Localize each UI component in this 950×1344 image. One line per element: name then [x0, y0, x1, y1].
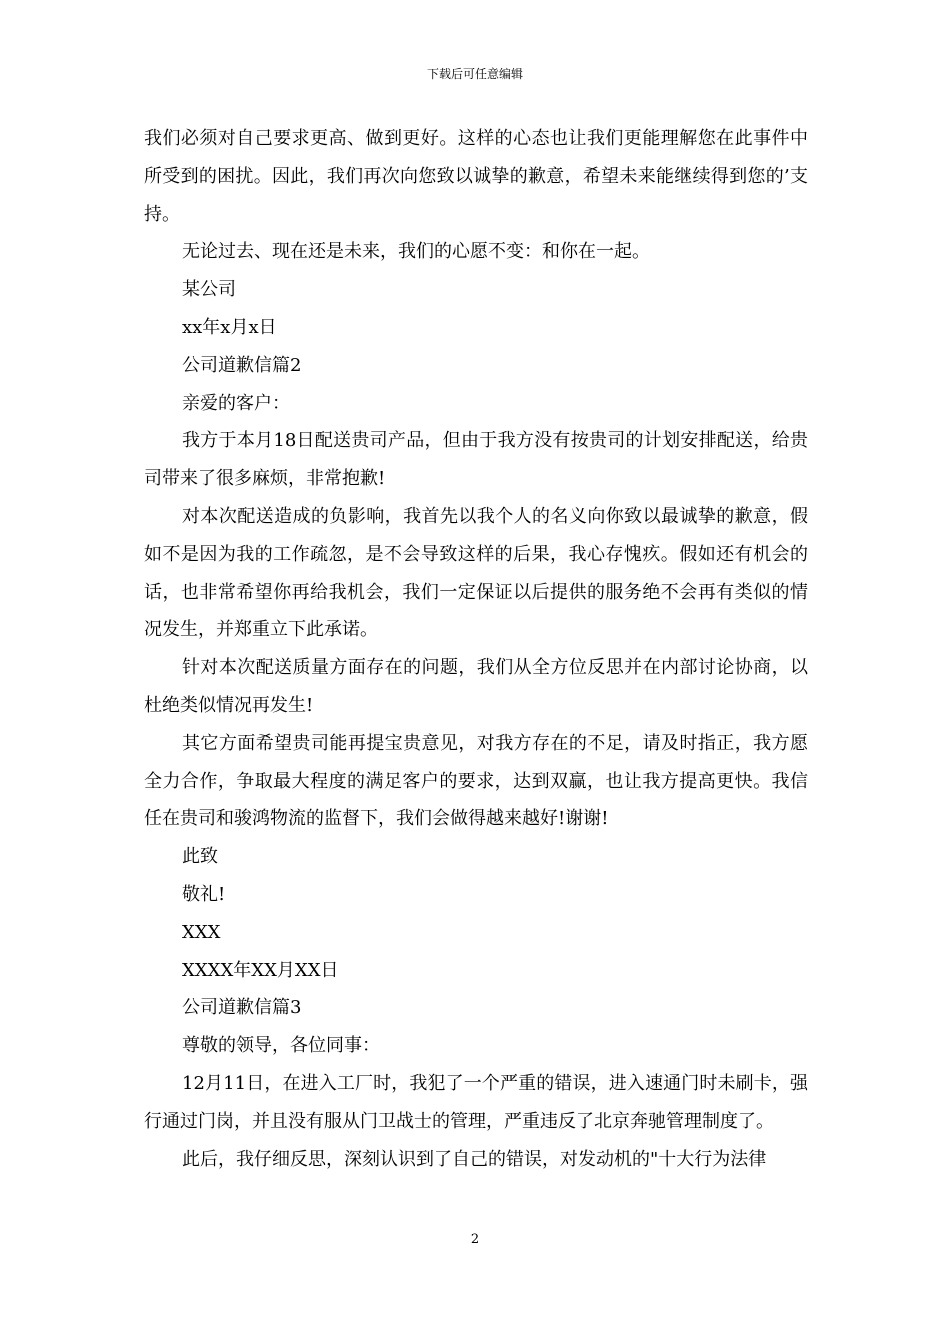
signature-company: 某公司 [182, 279, 236, 301]
page-header: 下载后可任意编辑 [426, 67, 523, 81]
paragraph: 12月11日，在进入工厂时，我犯了一个严重的错误，进入速通门时未刷卡，强行通过门岗，并且没有服从门卫战士的管理，严重违反了北京奔驰管理制度了。 [144, 1072, 808, 1132]
closing: 敬礼! [182, 883, 226, 905]
document-body [144, 120, 808, 1178]
signature-name: XXX [182, 921, 221, 943]
paragraph: 对本次配送造成的负影响，我首先以我个人的名义向你致以最诚挚的歉意，假如不是因为我的工作疏忽，是不会导致这样的后果，我心存愧疚。假如还有机会的话，也非常希望你再给我机会，我们一定保证以后提供的服务绝不会再有类似的情况发生，并郑重立下此承诺。 [144, 505, 808, 641]
paragraph: 我们必须对自己要求更高、做到更好。这样的心态也让我们更能理解您在此事件中所受到的困扰。因此，我们再次向您致以诚挚的歉意，希望未来能继续得到您的’支持。 [144, 128, 808, 225]
signature-date: XXXX年XX月XX日 [182, 959, 339, 981]
signature-date: xx年x月x日 [182, 316, 277, 338]
paragraph: 无论过去、现在还是未来，我们的心愿不变：和你在一起。 [182, 241, 650, 263]
salutation: 尊敬的领导，各位同事： [182, 1035, 380, 1057]
paragraph: 此后，我仔细反思，深刻认识到了自己的错误，对发动机的"十大行为法律 [182, 1148, 767, 1170]
paragraph: 其它方面希望贵司能再提宝贵意见，对我方存在的不足，请及时指正，我方愿全力合作，争取最大程度的满足客户的要求，达到双赢，也让我方提高更快。我信任在贵司和骏鸿物流的监督下，我们会做得越来越好!谢谢! [144, 732, 808, 830]
page-number: 2 [470, 1232, 480, 1247]
closing: 此致 [182, 846, 218, 868]
paragraph: 我方于本月18日配送贵司产品，但由于我方没有按贵司的计划安排配送，给贵司带来了很多麻烦，非常抱歉! [144, 430, 808, 490]
salutation: 亲爱的客户： [182, 392, 290, 414]
paragraph: 针对本次配送质量方面存在的问题，我们从全方位反思并在内部讨论协商，以杜绝类似情况再发生! [144, 657, 808, 716]
section-title: 公司道歉信篇3 [182, 997, 302, 1019]
section-title: 公司道歉信篇2 [182, 354, 302, 376]
